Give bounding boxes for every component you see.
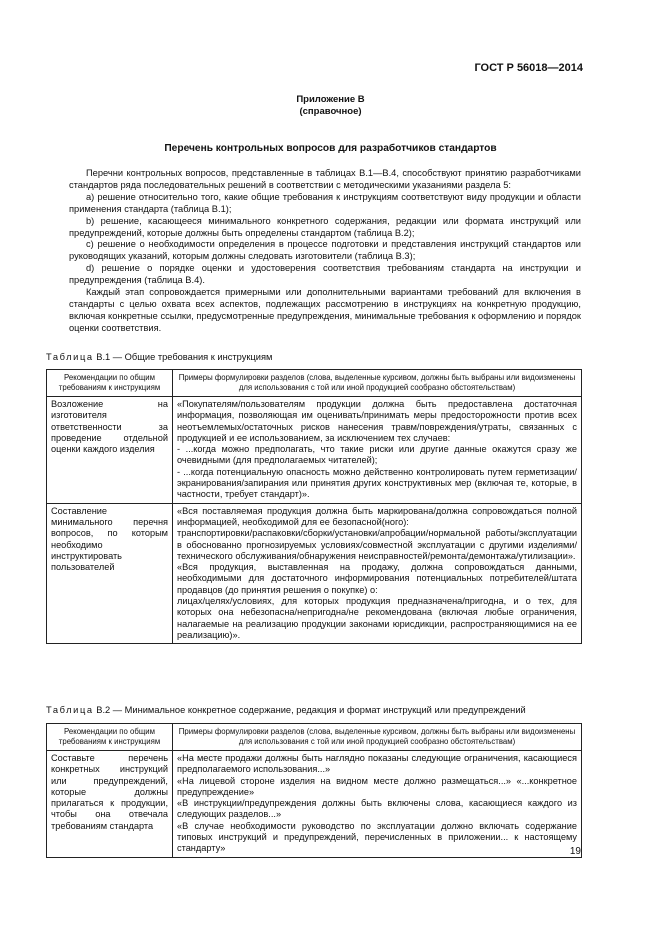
table2-caption-text: В.2 — Минимальное конкретное содержание, редакция и формат инструкций или предупреждений xyxy=(96,705,526,715)
table2-caption-label: Таблица xyxy=(46,705,94,715)
table-header-cell: Рекомендации по общим требованиям к инструкциям xyxy=(47,370,173,397)
paragraph: Каждый этап сопровождается примерными или дополнительными вариантами требований для включения в стандарты с целью охвата всех аспектов, подлежащих рассмотрению в инструкциях на конкретную продукцию, включая конкретные ссылки, предусмотренные предупреждения, минимальные требования к оформлению и порядок оценки соответствия. xyxy=(69,287,581,333)
example-line: «На месте продажи должны быть наглядно показаны следующие ограничения, касающиеся предполагаемого использования...» xyxy=(177,753,577,775)
paragraph: а) решение относительно того, какие общие требования к инструкциям соответствуют виду продукции и области применения стандарта (таблица В.1); xyxy=(69,191,581,214)
example-line: - ...когда можно предполагать, что такие риски или другие данные окажутся сразу же очевидными (для предполагаемых читателей); xyxy=(177,444,577,466)
example-line: «На лицевой стороне изделия на видном месте должно размещаться...» «...конкретное предупреждение» xyxy=(177,775,577,797)
paragraph: с) решение о необходимости определения в процессе подготовки и представления инструкций стандартов или руководящих указаний, которым должны следовать изготовители (таблица В.3); xyxy=(69,239,581,262)
standard-number: ГОСТ Р 56018—2014 xyxy=(474,62,583,74)
example-line: лицах/целях/условиях, для которых продукция предназначена/пригодна, и о тех, для которых она небезопасна/непригодна/не рекомендована (включая любые ограничения, налагаемые на реализацию продукции законами юрисдикции, распространяющимися на ее реализацию)». xyxy=(177,596,577,640)
table-row xyxy=(47,397,582,504)
table2-caption xyxy=(46,705,526,715)
example-cell xyxy=(173,397,582,504)
paragraph: b) решение, касающееся минимального конкретного содержания, редакции или формата инструкций или предупреждений, которые должны быть определены стандартом (таблица В.2); xyxy=(69,215,581,238)
example-line: «Покупателям/пользователям продукции должна быть предоставлена достаточная информация, позволяющая им оценивать/принимать меры предосторожности против всех неотъемлемых/остаточных рисков нанесения травм/повреждения/утраты, связанных с продукцией и ее использованием, за исключением тех случаев: xyxy=(177,399,577,443)
intro-text xyxy=(69,168,581,335)
paragraph: Перечни контрольных вопросов, представленные в таблицах В.1—В.4, способствуют принятию разработчиками стандартов ряда последовательных решений в соответствии с методическими указаниями раздела 5: xyxy=(69,168,581,190)
appendix-title: Приложение В xyxy=(296,94,365,105)
page-number: 19 xyxy=(569,846,581,857)
table-b2 xyxy=(46,723,582,858)
appendix-subtitle: (справочное) xyxy=(299,106,362,117)
example-line: - ...когда потенциальную опасность можно действенно контролировать путем герметизации/экранирования/запирания или принятия других конструктивных мер (включая те, которые, в частности, требует стандарт)». xyxy=(177,466,577,500)
example-line: «В инструкции/предупреждения должны быть включены слова, касающиеся каждого из следующих разделов...» xyxy=(177,798,577,820)
table-row xyxy=(47,503,582,644)
table-header-cell: Рекомендации по общим требованиям к инструкциям xyxy=(47,724,173,751)
recommendation-cell: Возложение на изготовителя ответственности за проведение отдельной оценки каждого изделия xyxy=(47,397,173,504)
example-cell xyxy=(173,751,582,858)
table-header-row xyxy=(47,370,582,397)
example-line: транспортировки/распаковки/сборки/установки/апробации/нормальной работы/эксплуатации в обоснованно прогнозируемых условиях/совместной эксплуатации с другими изделиями/технического обслуживания/обнаружения неисправностей/ремонта/демонтажа/утилизации». xyxy=(177,528,577,561)
table-row xyxy=(47,751,582,858)
table-header-cell: Примеры формулировки разделов (слова, выделенные курсивом, должны быть выбраны или видоизменены для использования с той или иной продукцией сообразно обстоятельствам) xyxy=(173,370,582,397)
table-header-cell: Примеры формулировки разделов (слова, выделенные курсивом, должны быть выбраны или видоизменены для использования с той или иной продукцией сообразно обстоятельствам) xyxy=(173,724,582,751)
example-line: «Вся продукция, выставленная на продажу, должна сопровождаться данными, необходимыми для достаточного информирования потенциальных потребителей/штата продавцов (до принятия решения о покупке) о: xyxy=(177,562,577,595)
example-line: «В случае необходимости руководство по эксплуатации должно включать содержание типовых инструкций и предупреждений, перечисленных в приложении... к настоящему стандарту» xyxy=(177,820,577,854)
table-b1 xyxy=(46,369,582,644)
example-line: «Вся поставляемая продукция должна быть маркирована/должна сопровождаться полной информацией, необходимой для ее безопасной(ного): xyxy=(177,505,577,527)
recommendation-cell: Составление минимального перечня вопросов, по которым необходимо инструктировать пользователей xyxy=(47,503,173,644)
example-cell xyxy=(173,503,582,644)
table-header-row xyxy=(47,724,582,751)
table1-caption-label: Таблица xyxy=(46,352,94,362)
recommendation-cell: Составьте перечень конкретных инструкций или предупреждений, которые должны прилагаться к продукции, чтобы она отвечала требованиям стандарта xyxy=(47,751,173,858)
page-heading: Перечень контрольных вопросов для разработчиков стандартов xyxy=(164,143,497,154)
paragraph: d) решение о порядке оценки и удостоверения соответствия требованиям стандарта на инструкции и предупреждения (таблица В.4). xyxy=(69,263,581,286)
table1-caption xyxy=(46,352,272,362)
table1-caption-text: В.1 — Общие требования к инструкциям xyxy=(96,352,273,362)
